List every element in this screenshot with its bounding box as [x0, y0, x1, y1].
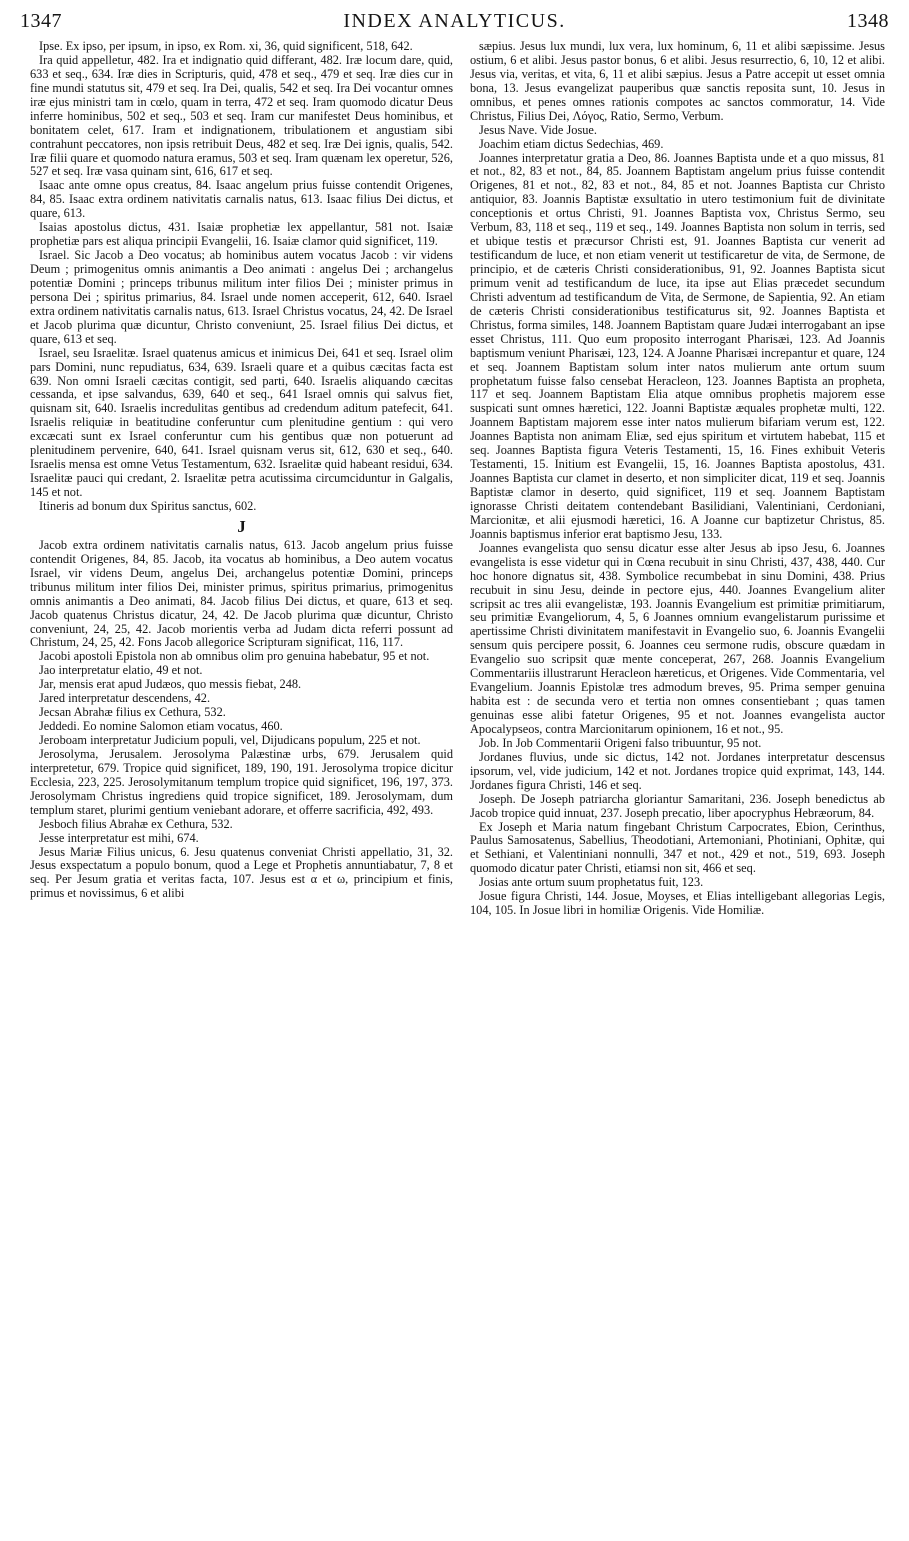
index-entry: Jacobi apostoli Epistola non ab omnibus olim pro genuina habebatur, 95 et not.: [39, 649, 430, 664]
index-entry: Ira quid appelletur, 482. Ira et indignatio quid differant, 482. Iræ locum dare, quid, 633 et seq., 634. Iræ dies in Scripturis, quid, 478 et seq., 479 et seq. Iræ dies cur in fine mundi statutus sit, 479 et seq. Ira Dei, qualis, 542 et seq. Ira Dei vocantur omnes iræ ejus ministri tam in cœlo, quam in terra, 472 et seq. Iram quomodo dicatur Deus inferre hominibus, 502 et seq., 503 et seq. Iram cur manifestet Deus hominibus, et bonitatem celet, 617. Iram et indignationem, tribulationem et angustiam sibi contrahunt peccatores, non ipsis retribuit Deus, 482 et seq. Iræ Dei ignis, qualis, 542. Iræ filii quare et quomodo natura eramus, 503 et seq. Iram quænam lex operetur, 526, 527 et seq. Iræ vasa quinam sint, 616, 617 et seq.: [30, 52, 453, 179]
index-entry: Jesboch filius Abrahæ ex Cethura, 532.: [39, 816, 233, 831]
index-entry: Josias ante ortum suum prophetatus fuit, 123.: [479, 875, 704, 890]
index-entry: Joannes interpretatur gratia a Deo, 86. Joannes Baptista unde et a quo missus, 81 et not., 82, 83 et not., 84, 85. Joannem Baptistam angelum prius fuisse contendit Origenes, 81 et not., 82, 83 et not., 84, 85 et not. Joannes Baptista cur Christo antiquior, 83. Joannis Baptistæ exsultatio in utero testimonium fuit de divinitate conceptionis et ortus Christi, 91. Joannes Baptista vox, Christus Sermo, seu Verbum, 83, 118 et seq., 119 et seq., 149. Joannes Baptista non solum in terris, sed et ubique testis et præcursor Christi est, 91. Joannes Baptista cur venerit ad testificandum de luce, et non etiam venerit ut testificaretur de vita, de Sermone, de principio, et de cæteris Christi considerationibus, 91, 92. Joannes Baptista sicut primum venit ad testificandum de luce, ita ipse aut Elias præcedet secundum Christi adventum ad testificandum de Vita, de Sermone, de Sapientia, 92. An etiam de cæteris Christi considerationibus testificaturus sit, 92. Joannes Baptista et Christus, forma similes, 148. Joannem Baptistam quare Judæi interrogabant an ipse esset Christus, 111. Quo eum proposito interrogant Pharisæi, 123. Ad Joannis baptismum veniunt Pharisæi, 123, 124. A Joanne Pharisæi increpantur et quare, 124 et seq. Joannem Baptistam solum inter natos mulierum ante ortum suum prophetatum fuisse falso censebat Heracleon, 123. Joannes Baptista an propheta, 117 et seq. Joannem Baptistam Elia atque omnibus prophetis majorem esse suspicati sunt omnes hæretici, 122. Joanni Baptistæ æquales prophetæ multi, 122. Joannem Baptistam majorem esse inter natos mulierum bifariam verum est, 122. Joannes Baptista non animam Eliæ, sed ejus spiritum et virtutem habebat, 115 et seq. Joannes Baptista figura Veteris Testamenti, 15, 16. Fines exhibuit Veteris Testamenti, 15. Initium est Evangelii, 15, 16. Joannes Baptista apostolus, 431. Joannes Baptista cur clamet in deserto, et non simpliciter dicat, 119 et seq. Joannis Baptistæ clamor in deserto, quid significet, 119 et seq. Joannem Baptistam ignorasse Christi deitatem contendebant Basilidiani, Valentiniani, Cerdoniani, Marcionitæ, et alii ejusmodi hæretici, 16. A Joanne cur baptizetur Christus, 85. Joannis baptismus inferior erat baptismo Jesu, 133.: [470, 150, 885, 541]
index-entry: Jesus Mariæ Filius unicus, 6. Jesu quatenus conveniat Christi appellatio, 31, 32. Jesus exspectatum a populo bonum, quod a Lege et Prophetis annuntiabatur, 7, 8 et seq. Per Jesum gratia et veritas facta, 107. Jesus est α et ω, principium et finis, primus et novissimus, 6 et alibi: [30, 844, 453, 901]
index-entry: Jao interpretatur elatio, 49 et not.: [39, 663, 203, 678]
index-entry: Israel, seu Israelitæ. Israel quatenus amicus et inimicus Dei, 641 et seq. Israel olim pars Domini, nunc repudiatus, 634, 639. Israeli quare et a quibus cæcitas facta est 639. Non omni Israeli cæcitas contigit, sed parti, 640. Israelis aliquando cæcitas cessanda, et ipse salvandus, 639, 640 et seq., 641 Israel omnis qui salvus fiet, quisnam sit, 640. Israelis incredulitas gentibus ad credendum aditum patefecit, 641. Israelis reliquiæ in beatitudine conferuntur cum plenitudine gentium : qui vero excæcati sunt ex Israel conferuntur cum his gentibus quæ non potuerunt ad plenitudinem pervenire, 640, 641. Israel quisnam verus sit, 612, 630 et seq., 640. Israelis mensa est omne Vetus Testamentum, 632. Israelitæ quid habeant residui, 634. Israelitæ pauci qui credant, 2. Israelitæ petra acutissima circumciduntur in Galgalis, 145 et not.: [30, 345, 453, 499]
page-number-left: 1347: [20, 10, 62, 32]
index-entry: Jordanes fluvius, unde sic dictus, 142 not. Jordanes interpretatur descensus ipsorum, vel, vide judicium, 142 et not. Jordanes tropice quid exprimat, 143, 144. Jordanes figura Christi, 146 et seq.: [470, 749, 885, 792]
index-entry: Jeroboam interpretatur Judicium populi, vel, Dijudicans populum, 225 et not.: [39, 733, 421, 747]
left-column: [30, 40, 453, 901]
right-column: [470, 40, 885, 918]
index-entry: Joachim etiam dictus Sedechias, 469.: [479, 136, 664, 151]
index-entry: Jared interpretatur descendens, 42.: [39, 691, 211, 706]
section-letter: J: [237, 516, 246, 536]
index-entry: Isaias apostolus dictus, 431. Isaiæ prophetiæ lex appellantur, 581 not. Isaiæ prophetiæ pars est aliqua principii Evangelii, 16. Isaiæ clamor quid significet, 119.: [30, 220, 453, 249]
index-entry: Josue figura Christi, 144. Josue, Moyses, et Elias intelligebant allegorias Legis, 104, 105. In Josue libri in homiliæ Origenis. Vide Homiliæ.: [470, 889, 885, 918]
index-entry: Joannes evangelista quo sensu dicatur esse alter Jesus ab ipso Jesu, 6. Joannes evangelista is esse videtur qui in Cœna recubuit in sinu Christi, 437, 438, 440. Cur hoc honore dignatus sit, 438. Symbolice recumbebat in sinu Domini, 438. Prius recubuit in sinu Jesu, deinde in pectore ejus, 440. Joannes Evangelium aliter scripsit ac tres alii evangelistæ, 193. Joannis Evangelium est primitiæ primitiarum, seu primitiæ Evangeliorum, 4, 5, 6 Joannes omnium evangelistarum purissime et apertissime Christi divinitatem manifestavit in Evangelio suo, 6. Joannis Evangelii sensum quis percipere possit, 6. Joannes ceu sermone rudis, obscure quædam in Evangelio suo scripsit quæ mente conceperat, 267, 268. Joannis Evangelium Commentariis illustrarunt Heracleon hæreticus, et Origenes. Vide Commentaria, vel Evangelium. Joannis Epistolæ tres admodum breves, 95. Prima semper genuina habita est : de secunda vero et tertia non omnes consentiebant ; quas tamen genuinas esse alibi fatetur Origenes, 95 et not. Joannes evangelista auctor Apocalypseos, contra Marcionitarum opinionem, 16 et not., 95.: [470, 540, 885, 736]
index-entry: Jerosolyma, Jerusalem. Jerosolyma Palæstinæ urbs, 679. Jerusalem quid interpretetur, 679. Tropice quid significet, 189, 190, 191. Jerosolyma tropice dicitur Ecclesia, 223, 225. Jerosolymitanum templum tropice quid significet, 196, 197, 373. Jerosolymam Christus ingrediens quid tropice significet, 189. Jerosolymam, dum templum staret, plurimi gentium veniebant adorare, et offerre sacrificia, 492, 493.: [30, 746, 453, 817]
index-entry: Israel. Sic Jacob a Deo vocatus; ab hominibus autem vocatus Jacob : vir videns Deum ; primogenitus omnis animantis a Deo animati : angelus Dei ; archangelus potentiæ Domini ; princeps tribunus militum inter filios Dei ; minister primus in persona Dei ; spiritus primarius, 84. Israel unde nomen acceperit, 612, 640. Israel extra ordinem nativitatis carnalis natus, 613. Israel Christus vocatus, 24, 42. De Israel et Jacob plurima quæ dicuntur, Christo conveniunt, 25. Israel filius Dei dictus, et quare, 613 et seq.: [30, 248, 453, 346]
running-title: INDEX ANALYTICUS.: [343, 10, 566, 32]
page-number-right: 1348: [847, 10, 889, 32]
index-entry: Jeddedi. Eo nomine Salomon etiam vocatus, 460.: [39, 719, 283, 734]
index-entry: Isaac ante omne opus creatus, 84. Isaac angelum prius fuisse contendit Origenes, 84, 85. Isaac extra ordinem nativitatis carnalis natus, 613. Isaac filius Dei dictus, et quare, 613.: [30, 178, 453, 221]
index-entry: Jar, mensis erat apud Judæos, quo messis fiebat, 248.: [39, 677, 302, 692]
index-entry: Joseph. De Joseph patriarcha gloriantur Samaritani, 236. Joseph benedictus ab Jacob tropice quid innuat, 237. Joseph precatio, liber apocryphus Hebræorum, 84.: [470, 791, 885, 820]
index-entry: Jesse interpretatur est mihi, 674.: [39, 830, 199, 845]
index-entry: sæpius. Jesus lux mundi, lux vera, lux hominum, 6, 11 et alibi sæpissime. Jesus ostium, 6 et alibi. Jesus pastor bonus, 6 et alibi. Jesus resurrectio, 6, 10, 12 et alibi. Jesus via, veritas, et vita, 6, 11 et alibi sæpius. Jesus a Patre accepit ut esset omnia bona, 13. Jesus evangelizat pauperibus quæ sanctis reposita sunt, 10. Jesus in omnibus, et penes omnes rationis compotes ac sanctos commoratur, 14. Vide Christus, Filius Dei, Λόγος, Ratio, Sermo, Verbum.: [470, 39, 885, 123]
index-entry: Itineris ad bonum dux Spiritus sanctus, 602.: [39, 498, 257, 513]
index-entry: Ipse. Ex ipso, per ipsum, in ipso, ex Rom. xi, 36, quid significent, 518, 642.: [39, 39, 413, 53]
index-entry: Ex Joseph et Maria natum fingebant Christum Carpocrates, Ebion, Cerinthus, Paulus Samosatenus, Sabellius, Theodotiani, Artemoniani, Photiniani, Ophitæ, qui et Sethiani, et Valentiniani nonnulli, 347 et not., 429 et not., 519, 693. Joseph quomodo dicatur pater Christi, etiamsi non sit, 466 et seq.: [470, 819, 885, 876]
index-entry: Jecsan Abrahæ filius ex Cethura, 532.: [39, 705, 226, 720]
running-header: [20, 8, 889, 34]
index-entry: Jacob extra ordinem nativitatis carnalis natus, 613. Jacob angelum prius fuisse contendit Origenes, 84, 85. Jacob, ita vocatus ab hominibus, a Deo autem vocatus Israel, vir videns Deum, angelus Dei, archangelus potentiæ Domini, princeps tribunus militum inter filios Dei, minister primus, spiritus primarius, primogenitus omnis animantis a Deo animati, 84. Jacob filius Dei dictus, et quare, 613 et seq. Jacob quatenus Christus dicatur, 24, 42. De Jacob plurima quæ dicuntur, Christo conveniunt, 24, 25, 42. Jacob morientis verba ad Judam dicta referri possunt ad Christum, 24, 25, 42. Fons Jacob allegorice Scripturam significat, 116, 117.: [30, 537, 453, 650]
index-entry: Jesus Nave. Vide Josue.: [479, 122, 597, 137]
index-entry: Job. In Job Commentarii Origeni falso tribuuntur, 95 not.: [479, 735, 762, 750]
